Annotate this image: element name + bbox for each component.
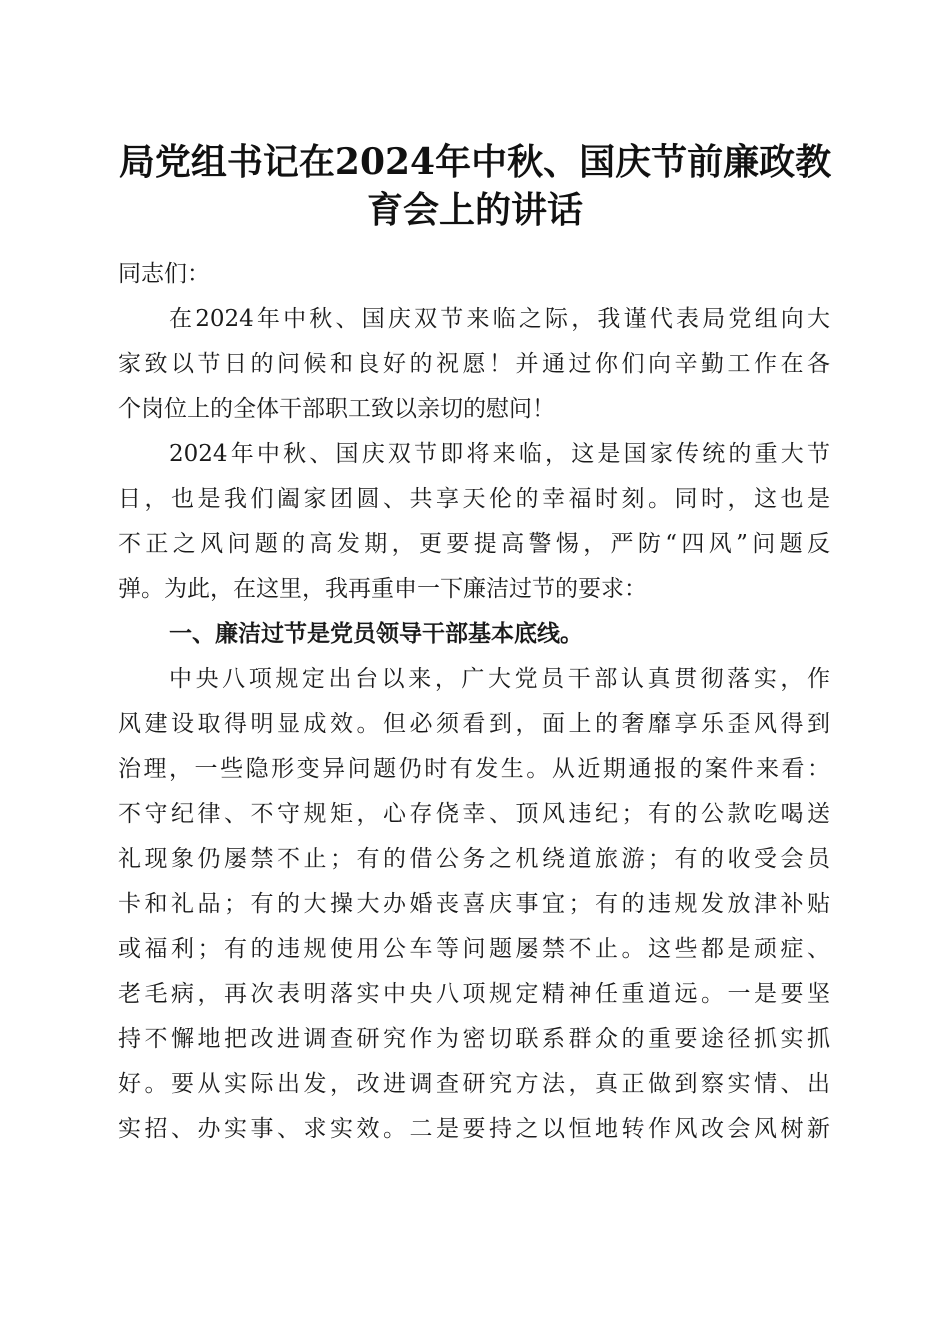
paragraph-line: 不正之风问题的高发期，更要提高警惕，严防“四风”问题反 xyxy=(118,531,830,557)
paragraph-line: 或福利；有的违规使用公车等问题屡禁不止。这些都是顽症、 xyxy=(118,936,830,962)
paragraph-line: 2024年中秋、国庆双节即将来临，这是国家传统的重大节 xyxy=(169,441,830,467)
paragraph-line: 持不懈地把改进调查研究作为密切联系群众的重要途径抓实抓 xyxy=(118,1026,830,1052)
paragraph-line: 弹。为此，在这里，我再重申一下廉洁过节的要求： xyxy=(118,576,647,602)
paragraph-festival xyxy=(118,432,830,612)
paragraph-line: 风建设取得明显成效。但必须看到，面上的奢靡享乐歪风得到 xyxy=(118,711,830,737)
paragraph-line: 日，也是我们阖家团圆、共享天伦的幸福时刻。同时，这也是 xyxy=(118,486,830,512)
title-line: 育会上的讲话 xyxy=(366,189,583,231)
paragraph-line: 礼现象仍屡禁不止；有的借公务之机绕道旅游；有的收受会员 xyxy=(118,846,830,872)
paragraph-eight-rules xyxy=(118,657,830,1152)
paragraph-line: 个岗位上的全体干部职工致以亲切的慰问！ xyxy=(118,396,555,422)
paragraph-line: 实招、办实事、求实效。二是要持之以恒地转作风改会风树新 xyxy=(118,1116,830,1142)
paragraph-line: 治理，一些隐形变异问题仍时有发生。从近期通报的案件来看： xyxy=(118,756,830,782)
paragraph-line: 家致以节日的问候和良好的祝愿！并通过你们向辛勤工作在各 xyxy=(118,351,830,377)
paragraph-line: 中央八项规定出台以来，广大党员干部认真贯彻落实，作 xyxy=(169,666,830,692)
salutation: 同志们： xyxy=(118,261,210,287)
document-body xyxy=(118,252,830,1152)
paragraph-line: 在2024年中秋、国庆双节来临之际，我谨代表局党组向大 xyxy=(169,306,830,332)
paragraph-line: 卡和礼品；有的大操大办婚丧喜庆事宜；有的违规发放津补贴 xyxy=(118,891,830,917)
section-heading-1 xyxy=(118,612,830,657)
document-title xyxy=(95,138,855,234)
paragraph-line: 好。要从实际出发，改进调查研究方法，真正做到察实情、出 xyxy=(118,1071,830,1097)
title-line: 局党组书记在2024年中秋、国庆节前廉政教 xyxy=(118,141,832,183)
section-heading: 一、廉洁过节是党员领导干部基本底线。 xyxy=(169,621,583,647)
paragraph-line: 不守纪律、不守规矩，心存侥幸、顶风违纪；有的公款吃喝送 xyxy=(118,801,830,827)
paragraph-line: 老毛病，再次表明落实中央八项规定精神任重道远。一是要坚 xyxy=(118,981,830,1007)
paragraph-greeting xyxy=(118,297,830,432)
